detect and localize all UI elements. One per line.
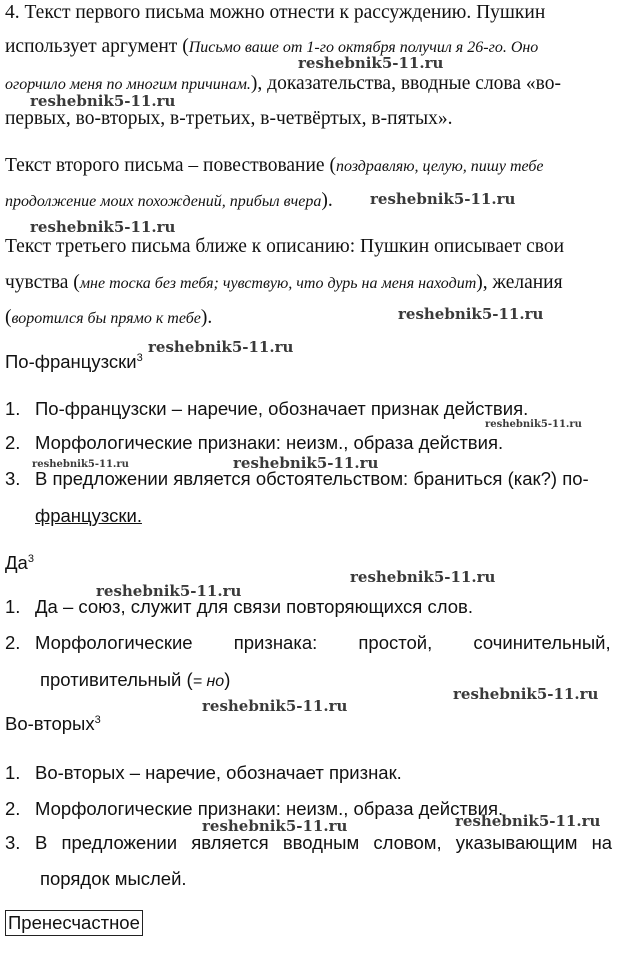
watermark: reshebnik5-11.ru — [30, 218, 176, 236]
watermark: reshebnik5-11.ru — [96, 582, 242, 600]
p3-line-3-open: ( — [5, 307, 12, 328]
p3-line-2 — [5, 270, 633, 297]
p3-quote-1: мне тоска без тебя; чувствую, что дурь на меня находит — [79, 275, 477, 292]
section-2-item-2-cont: противительный (= но) — [40, 669, 231, 690]
watermark: reshebnik5-11.ru — [370, 190, 516, 208]
watermark: reshebnik5-11.ru — [202, 697, 348, 715]
section-3-item-2: 2. Морфологические признаки: неизм., образа действия. — [5, 798, 504, 819]
watermark: reshebnik5-11.ru — [233, 454, 379, 472]
watermark: reshebnik5-11.ru — [148, 338, 294, 356]
p3-line-1 — [5, 234, 633, 260]
section-2-title: $Да^3$ — [5, 552, 34, 573]
p2-line-2-text: ). — [321, 190, 333, 211]
section-1-item-2: 2. Морфологические признаки: неизм., образа действия. — [5, 432, 504, 453]
section-3-item-3: 3. В предложении является вводным словом, указывающим на — [5, 832, 613, 853]
section-3-item-1: 1. Во-вторых – наречие, обозначает признак. — [5, 762, 402, 783]
section-1-item-3-cont: французски. — [35, 505, 142, 526]
watermark: reshebnik5-11.ru — [202, 817, 348, 835]
watermark: reshebnik5-11.ru — [453, 685, 599, 703]
p3-line-3-close: ). — [200, 307, 213, 328]
p3-quote-2: воротился бы прямо к тебе — [11, 310, 201, 327]
watermark: reshebnik5-11.ru — [485, 419, 582, 430]
p1-quote-2: огорчило меня по многим причинам. — [5, 76, 251, 93]
section-2-item-2: 2. Морфологические признака: простой, сочинительный, — [5, 632, 611, 653]
p1-line-3-text: ), доказательства, вводные слова «во- — [250, 73, 561, 94]
p2-quote-2: продолжение моих похождений, прибыл вчера — [5, 193, 322, 210]
p3-line-1-text: Текст третьего письма ближе к описанию: Пушкин описывает свои — [5, 236, 565, 257]
section-2-item-1: 1. Да – союз, служит для связи повторяющихся слов. — [5, 596, 473, 617]
section-1-item-1: 1. По-французски – наречие, обозначает признак действия. — [5, 398, 529, 419]
watermark: reshebnik5-11.ru — [350, 568, 496, 586]
footer-label: Пренесчастное — [5, 910, 633, 936]
watermark: reshebnik5-11.ru — [398, 305, 544, 323]
p2-line-1 — [5, 153, 633, 180]
section-3-title: Во-вторых$^3$ — [5, 713, 101, 734]
p2-quote-1: поздравляю, целую, пишу тебе — [335, 158, 544, 175]
watermark: reshebnik5-11.ru — [30, 92, 176, 110]
p2-line-1-text: Текст второго письма – повествование ( — [5, 155, 336, 176]
p1-line-1 — [5, 0, 633, 26]
p3-line-2-text: чувства ( — [5, 272, 80, 293]
p1-line-1-text: 4. Текст первого письма можно отнести к рассуждению. Пушкин — [5, 2, 546, 23]
section-1-item-3: 3. В предложении является обстоятельством: браниться (как?) по- — [5, 468, 589, 489]
section-3-item-3-cont: порядок мыслей. — [40, 868, 187, 889]
watermark: reshebnik5-11.ru — [32, 459, 129, 470]
p1-line-4-text: первых, во-вторых, в-третьих, в-четвёртых, в-пятых». — [5, 108, 453, 129]
p2-line-2 — [5, 188, 633, 215]
section-1-title: По-французски$^3$ — [5, 351, 143, 372]
p3-line-2-end: ), желания — [476, 272, 563, 293]
watermark: reshebnik5-11.ru — [298, 54, 444, 72]
p1-quote-1: Письмо ваше от 1-го октября получил я 26-го. Оно — [188, 39, 539, 56]
watermark: reshebnik5-11.ru — [455, 812, 601, 830]
p1-line-2-text: использует аргумент ( — [5, 36, 189, 57]
